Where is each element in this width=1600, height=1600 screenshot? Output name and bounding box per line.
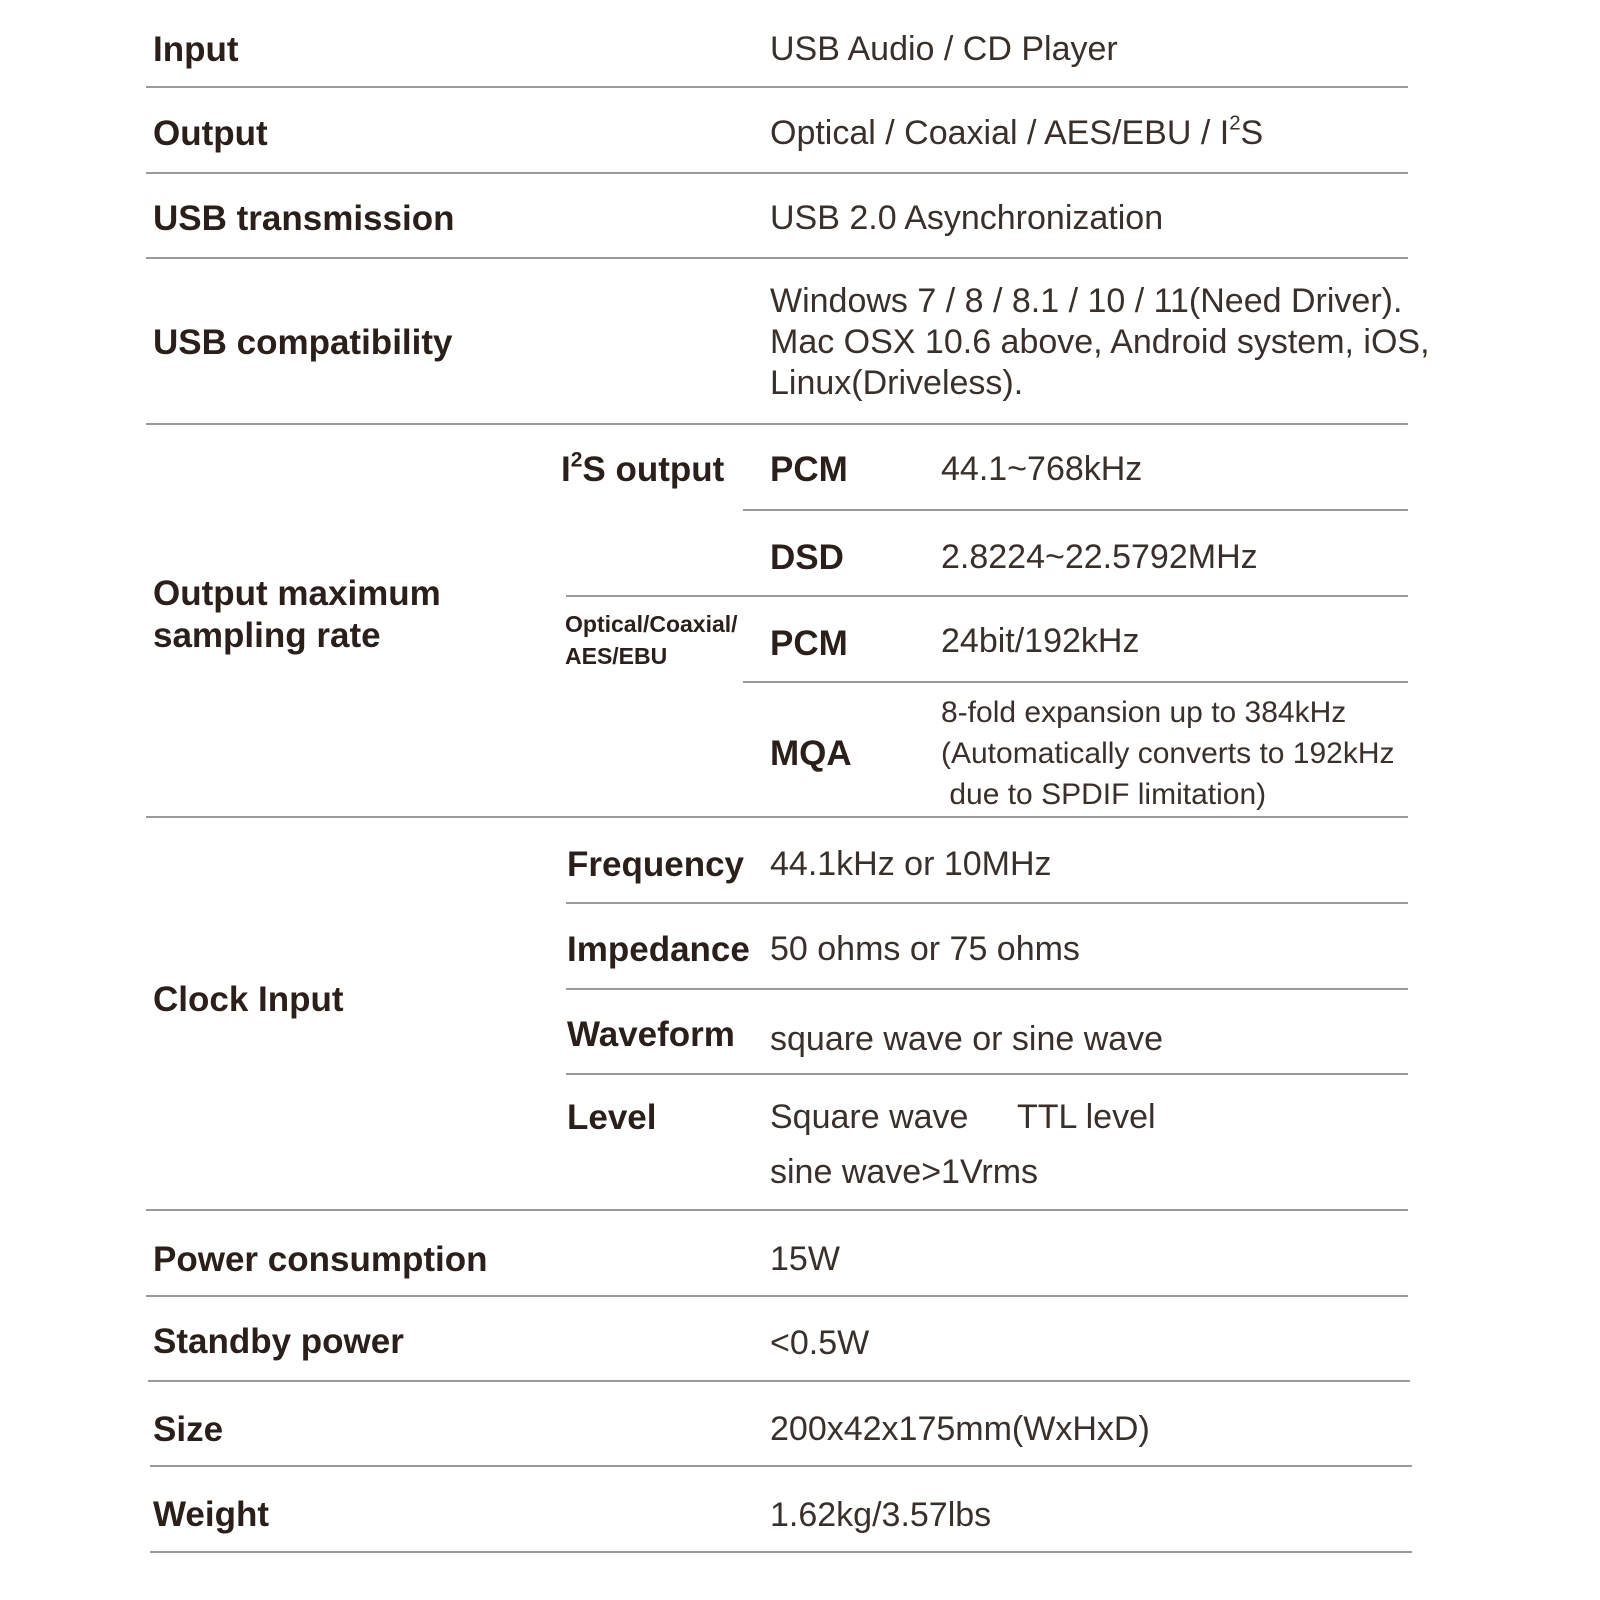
power-consumption-label: Power consumption bbox=[153, 1240, 488, 1279]
output-label: Output bbox=[153, 114, 268, 153]
spdif-label-line-2: AES/EBU bbox=[565, 643, 668, 669]
spdif-mqa-line-2: (Automatically converts to 192kHz bbox=[941, 737, 1395, 770]
usb-compatibility-label: USB compatibility bbox=[153, 323, 453, 362]
row-divider bbox=[150, 1465, 1412, 1467]
row-divider bbox=[566, 595, 1408, 597]
size-label: Size bbox=[153, 1410, 224, 1449]
i2s-pcm-key: PCM bbox=[770, 450, 848, 489]
row-divider bbox=[146, 1295, 1408, 1297]
input-value: USB Audio / CD Player bbox=[770, 30, 1118, 68]
spdif-label-line-1: Optical/Coaxial/ bbox=[565, 611, 738, 637]
spdif-mqa-line-3: due to SPDIF limitation) bbox=[941, 778, 1267, 811]
usb-compatibility-line-1: Windows 7 / 8 / 8.1 / 10 / 11(Need Driver). bbox=[770, 282, 1403, 320]
row-divider bbox=[146, 423, 1408, 425]
spdif-pcm-key: PCM bbox=[770, 624, 848, 663]
clock-level-sine: sine wave>1Vrms bbox=[770, 1153, 1039, 1191]
clock-level-square: Square wave bbox=[770, 1098, 969, 1136]
input-label: Input bbox=[153, 30, 239, 69]
usb-compatibility-line-3: Linux(Driveless). bbox=[770, 364, 1024, 402]
clock-waveform-key: Waveform bbox=[567, 1015, 735, 1054]
sampling-rate-label-line-1: Output maximum bbox=[153, 574, 441, 613]
clock-waveform-value: square wave or sine wave bbox=[770, 1020, 1164, 1058]
usb-compatibility-line-2: Mac OSX 10.6 above, Android system, iOS, bbox=[770, 323, 1430, 361]
i2s-dsd-key: DSD bbox=[770, 538, 844, 577]
clock-impedance-key: Impedance bbox=[567, 930, 750, 969]
row-divider bbox=[150, 1551, 1412, 1553]
row-divider bbox=[148, 1380, 1410, 1382]
weight-value: 1.62kg/3.57lbs bbox=[770, 1496, 992, 1534]
weight-label: Weight bbox=[153, 1495, 270, 1534]
row-divider bbox=[743, 509, 1408, 511]
size-value: 200x42x175mm(WxHxD) bbox=[770, 1410, 1150, 1448]
clock-frequency-key: Frequency bbox=[567, 845, 744, 884]
clock-frequency-value: 44.1kHz or 10MHz bbox=[770, 845, 1052, 883]
row-divider bbox=[146, 816, 1408, 818]
row-divider bbox=[566, 1073, 1408, 1075]
i2s-dsd-value: 2.8224~22.5792MHz bbox=[941, 538, 1258, 576]
clock-level-ttl: TTL level bbox=[1017, 1098, 1156, 1136]
row-divider bbox=[146, 1209, 1408, 1211]
row-divider bbox=[743, 681, 1408, 683]
usb-transmission-label: USB transmission bbox=[153, 199, 455, 238]
row-divider bbox=[566, 902, 1408, 904]
row-divider bbox=[146, 257, 1408, 259]
sampling-rate-label-line-2: sampling rate bbox=[153, 616, 381, 655]
row-divider bbox=[146, 86, 1408, 88]
row-divider bbox=[146, 172, 1408, 174]
spdif-pcm-value: 24bit/192kHz bbox=[941, 622, 1140, 660]
clock-level-key: Level bbox=[567, 1098, 657, 1137]
output-value: Optical / Coaxial / $AES/EBU / I^2S$ bbox=[770, 112, 1264, 152]
clock-input-label: Clock Input bbox=[153, 980, 344, 1019]
usb-transmission-value: USB 2.0 Asynchronization bbox=[770, 199, 1164, 237]
clock-impedance-value: 50 ohms or 75 ohms bbox=[770, 930, 1080, 968]
i2s-output-label: $I^2S$ output bbox=[561, 448, 725, 489]
power-consumption-value: 15W bbox=[770, 1240, 840, 1278]
spdif-mqa-line-1: 8-fold expansion up to 384kHz bbox=[941, 696, 1347, 729]
row-divider bbox=[566, 988, 1408, 990]
standby-power-label: Standby power bbox=[153, 1322, 404, 1361]
spdif-mqa-key: MQA bbox=[770, 734, 852, 773]
standby-power-value: <0.5W bbox=[770, 1324, 870, 1362]
i2s-pcm-value: 44.1~768kHz bbox=[941, 450, 1143, 488]
